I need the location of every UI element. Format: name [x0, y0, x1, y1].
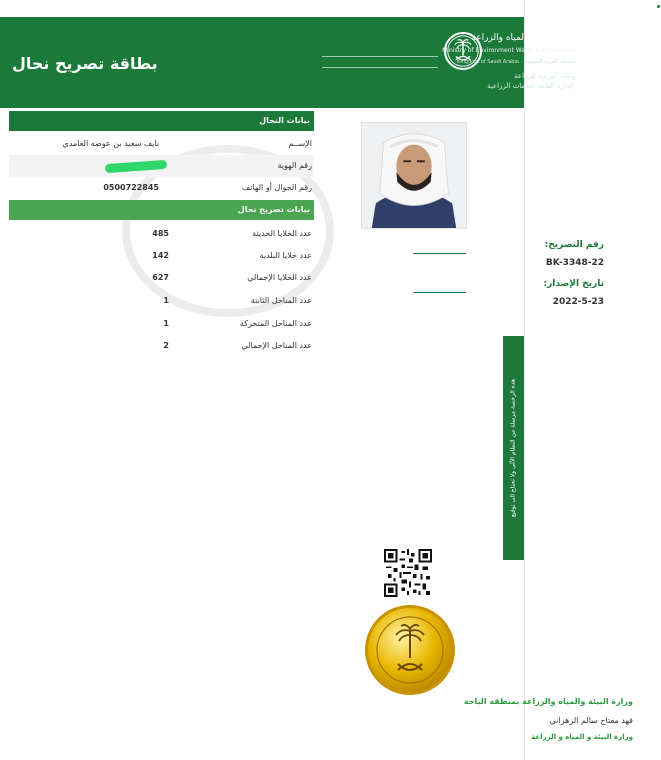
official-seal [364, 604, 456, 696]
auto-generated-note: هذه الرخصة مرسلة من النظام الآلي ولا تحتاج الى توقيع [509, 378, 517, 518]
issue-date-label: تاريخ الإصدار: [543, 279, 604, 289]
permit-number-value: BK-3348-22 [545, 258, 604, 268]
permit-number-divider [413, 253, 466, 254]
permit-details-section-title: بيانات تصريح نحال [9, 200, 314, 220]
phone-row [9, 177, 314, 199]
permit-number-label: رقم التصريح: [544, 240, 604, 250]
stat-label: عدد المناحل الإجمالي [241, 341, 312, 350]
header-divider [322, 56, 438, 57]
issuing-branch: وزارة البيئة والمياه والزراعة بمنطقة الباحة [463, 697, 633, 706]
id-label: رقم الهوية [277, 161, 312, 170]
issuing-ministry: وزارة البيئة و المياه و الزراعة [531, 733, 633, 741]
signatory-name: فهد مفتاح سالم الزهراني [549, 716, 633, 725]
page-marker-dot [657, 5, 660, 8]
name-label: الإســم [288, 139, 312, 148]
stat-label: عدد خلايا البلدية [259, 251, 312, 260]
issue-date-value: 2022-5-23 [552, 297, 604, 307]
stat-row [9, 245, 314, 267]
page-edge [524, 0, 525, 760]
name-row [9, 133, 314, 155]
department-line-2: الإدارة العامة لخدمات الزراعية [487, 82, 575, 90]
stat-value: 485 [152, 229, 169, 238]
stat-value: 627 [152, 273, 169, 282]
stat-row [9, 313, 314, 335]
stat-label: عدد المناحل الثابتة [250, 296, 312, 305]
stat-label: عدد المناحل المتحركة [239, 319, 312, 328]
stat-row [9, 267, 314, 289]
stat-label: عدد الخلايا الحديثة [252, 229, 312, 238]
country-name: Kingdom of Saudi Arabia · المملكة العربية السعودية [457, 59, 575, 65]
stat-label: عدد الخلايا الإجمالي [247, 273, 312, 282]
stat-value: 1 [163, 296, 169, 305]
ministry-name-ar: وزارة البيئة والمياه والزراعة [471, 33, 575, 43]
stat-value: 142 [152, 251, 169, 260]
phone-label: رقم الجوال أو الهاتف [241, 183, 312, 192]
phone-value: 0500722845 [103, 183, 159, 192]
card-title: بطاقة تصريح نحال [12, 54, 158, 73]
beekeeper-section-title: بيانات النحال [9, 111, 314, 131]
stat-value: 2 [163, 341, 169, 350]
beekeeper-photo [361, 122, 467, 229]
stat-row [9, 335, 314, 357]
header-divider [322, 67, 438, 68]
name-value: نايف سعيد بن عوضه الغامدي [62, 139, 159, 148]
stat-value: 1 [163, 319, 169, 328]
qr-code[interactable] [384, 549, 432, 597]
issue-date-divider [413, 292, 466, 293]
stat-row [9, 223, 314, 245]
ministry-name-en: Ministry of Environment Water & Agriculture [442, 47, 575, 54]
stat-row [9, 290, 314, 312]
department-line-1: وكالة الوزارة للزراعة [514, 72, 575, 80]
